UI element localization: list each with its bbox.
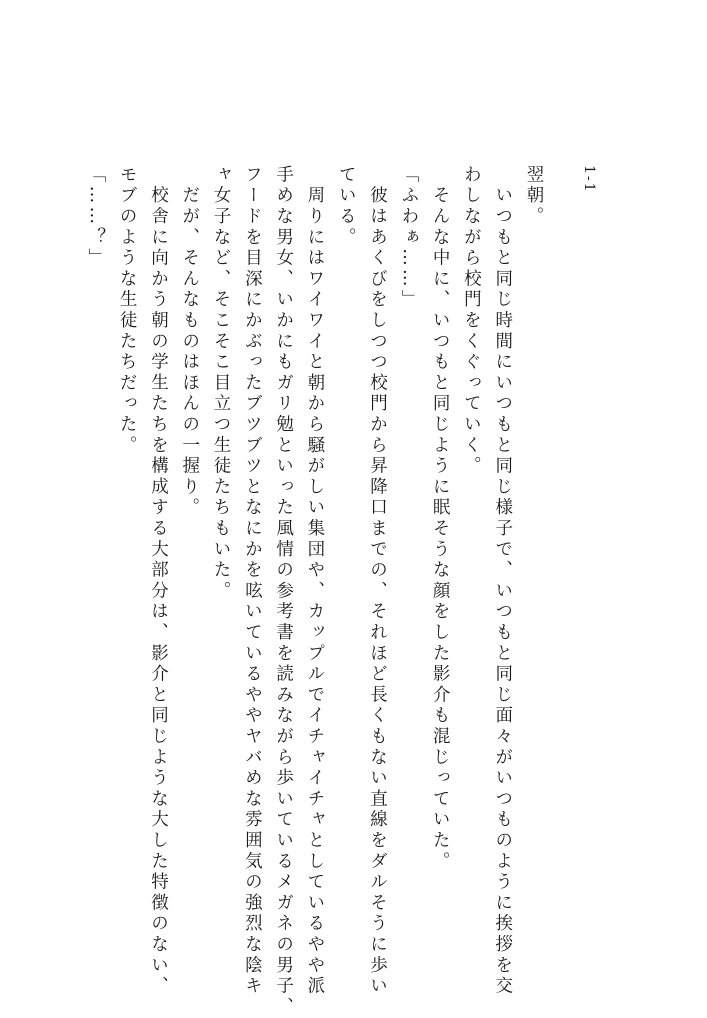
text-line: ャ女子など、そこそこ目立つ生徒たちもいた。 <box>211 165 232 602</box>
text-line: わしながら校門をくぐっていく。 <box>461 165 482 477</box>
text-line: ている。 <box>336 165 357 249</box>
text-line: 校舎に向かう朝の学生たちを構成する大部分は、影介と同じような大した特徴のない、 <box>148 165 169 997</box>
text-line: そんな中に、いつもと同じように眠そうな顔をした影介も混じっていた。 <box>430 165 451 873</box>
text-line: だが、そんなものはほんの一握り。 <box>179 165 200 519</box>
text-line: 「ふわぁ……」 <box>398 165 419 311</box>
text-line: いつもと同じ時間にいつもと同じ様子で、いつもと同じ面々がいつものように挨拶を交 <box>492 165 513 997</box>
text-line: モブのような生徒たちだった。 <box>117 165 138 457</box>
text-line: 手めな男女、いかにもガリ勉といった風情の参考書を読みながら歩いているメガネの男子、 <box>273 165 294 1018</box>
text-line: 周りにはワイワイと朝から騒がしい集団や、カップルでイチャイチャとしているやや派 <box>304 165 325 997</box>
text-line: 翌朝。 <box>524 165 544 228</box>
text-line: 「……？」 <box>85 165 106 269</box>
page-number: 1-1 <box>581 165 597 194</box>
novel-body-text <box>80 165 549 1018</box>
text-line: フードを目深にかぶったブツブツとなにかを呟いているややヤバめな雰囲気の強烈な陰キ <box>242 165 263 997</box>
text-line: 彼はあくびをしつつ校門から昇降口までの、それほど長くもない直線をダルそうに歩い <box>367 165 388 997</box>
